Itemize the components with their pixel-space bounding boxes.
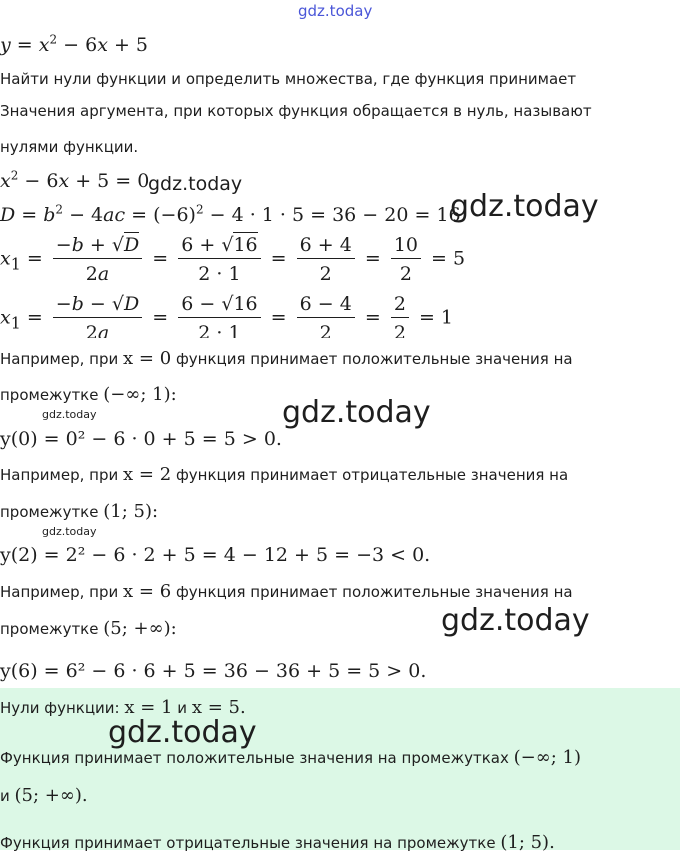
answer-zeros: Нули функции: x = 1 и x = 5. <box>0 697 246 718</box>
watermark-big-1: gdz.today <box>450 189 599 224</box>
example-2-calc: y(2) = 2² − 6 · 2 + 5 = 4 − 12 + 5 = −3 < 0. <box>0 544 431 566</box>
root-x1-minus: $x_1$ = $\frac{-b - √D}{2a}$ = $\frac{6 - √16}{2 \cdot 1}$ = $\frac{6 - 4}{2}$ = $\frac{2}{2}$ = 1 <box>0 293 453 338</box>
task-text: Найти нули функции и определить множества, где функция принимает <box>0 70 577 88</box>
example-1-calc: y(0) = 0² − 6 · 0 + 5 = 5 > 0. <box>0 428 282 450</box>
watermark-top: gdz.today <box>298 2 373 20</box>
example-3-interval: промежутке (5; +∞): <box>0 618 177 639</box>
watermark-inline: gdz.today <box>148 173 243 195</box>
discriminant-formula: $D = b^2 - 4ac = (-6)^2 - 4 \cdot 1 \cdot 5 = 36 - 20 = 16$ <box>0 202 461 226</box>
function-equation: $y = x^2 - 6x + 5$ <box>0 32 148 56</box>
root-x1-plus: $x_1$ = $\frac{-b + √D}{2a}$ = $\frac{6 + √16}{2 \cdot 1}$ = $\frac{6 + 4}{2}$ = $\frac{10}{2}$ = 5 <box>0 234 466 285</box>
zero-equation: $x^2 - 6x + 5 = 0$ <box>0 168 150 192</box>
example-2-interval: промежутке (1; 5): <box>0 501 159 522</box>
example-1-interval: промежутке (−∞; 1): <box>0 384 177 405</box>
example-1-text: Например, при x = 0 функция принимает положительные значения на <box>0 348 573 369</box>
answer-positive-line-2: и (5; +∞). <box>0 785 88 806</box>
answer-positive-line-1: Функция принимает положительные значения на промежутках (−∞; 1) <box>0 747 581 768</box>
definition-line-1: Значения аргумента, при которых функция обращается в нуль, называют <box>0 102 592 120</box>
watermark-small-2: gdz.today <box>42 525 97 538</box>
watermark-small-1: gdz.today <box>42 408 97 421</box>
watermark-big-3: gdz.today <box>441 603 590 638</box>
example-2-text: Например, при x = 2 функция принимает отрицательные значения на <box>0 464 569 485</box>
example-3-calc: y(6) = 6² − 6 · 6 + 5 = 36 − 36 + 5 = 5 > 0. <box>0 660 427 682</box>
answer-negative: Функция принимает отрицательные значения на промежутке (1; 5). <box>0 832 555 853</box>
definition-line-2: нулями функции. <box>0 138 139 156</box>
watermark-big-2: gdz.today <box>282 395 431 430</box>
example-3-text: Например, при x = 6 функция принимает положительные значения на <box>0 581 573 602</box>
watermark-big-4: gdz.today <box>108 715 257 750</box>
